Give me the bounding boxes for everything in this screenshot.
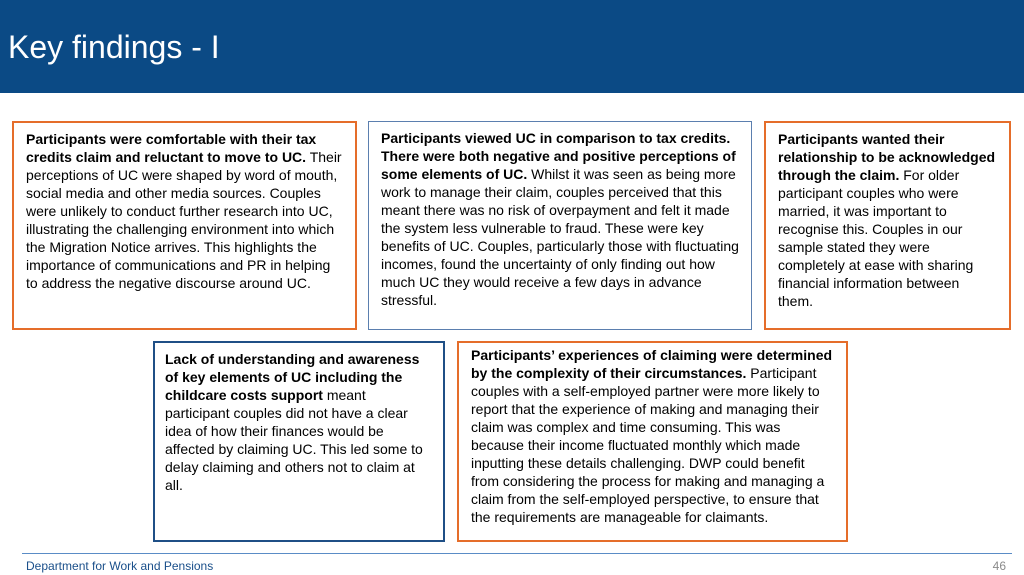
finding-box-3: [764, 121, 1011, 330]
finding-2-body: Whilst it was seen as being more work to manage their claim, couples perceived that this meant there was no risk of overpayment and felt it made the system less vulnerable to fraud. These were key benefits of UC. Couples, particularly those with fluctuating incomes, found the uncertainty of only finding out how much UC they would receive a few days in advance stressful.: [381, 166, 739, 308]
finding-4-body: meant participant couples did not have a clear idea of how their finances would be affected by claiming UC. This led some to delay claiming and others not to claim at all.: [165, 387, 423, 493]
finding-box-1: [12, 121, 357, 330]
finding-box-4: [153, 341, 445, 542]
finding-3-body: For older participant couples who were married, it was important to recognise this. Couples in our sample stated they were completely at ease with sharing financial information between them.: [778, 167, 974, 309]
finding-2-heading: Participants viewed UC in comparison to tax credits. There were both negative and positive perceptions of some elements of UC.: [381, 130, 736, 182]
finding-box-2: [368, 121, 752, 330]
finding-5-heading: Participants’ experiences of claiming were determined by the complexity of their circumstances.: [471, 347, 833, 381]
finding-box-5: [457, 341, 848, 542]
finding-4-heading: Lack of understanding and awareness of key elements of UC including the childcare costs support: [165, 351, 420, 403]
page-number: 46: [992, 559, 1006, 573]
page-title: Key findings - I: [8, 29, 220, 65]
finding-1-heading: Participants were comfortable with their tax credits claim and reluctant to move to UC.: [26, 131, 317, 165]
footer-divider: [22, 553, 1012, 554]
finding-1-body: Their perceptions of UC were shaped by word of mouth, social media and other media sources. Couples were unlikely to conduct further research into UC, illustrating the challenging environment into which the Migration Notice arrives. This highlights the importance of communications and PR in helping to address the negative discourse around UC.: [26, 149, 342, 291]
finding-3-heading: Participants wanted their relationship to be acknowledged through the claim.: [778, 131, 996, 183]
header-bar: [0, 0, 1024, 93]
footer-department: Department for Work and Pensions: [26, 559, 214, 573]
finding-5-body: Participant couples with a self-employed partner were more likely to report that the experience of making and managing their claim was complex and time consuming. This was because their income fluctuated monthly which made inputting these details challenging. DWP could benefit from considering the process for making and managing a claim from the self-employed perspective, to ensure that the requirements are manageable for claimants.: [471, 365, 825, 525]
